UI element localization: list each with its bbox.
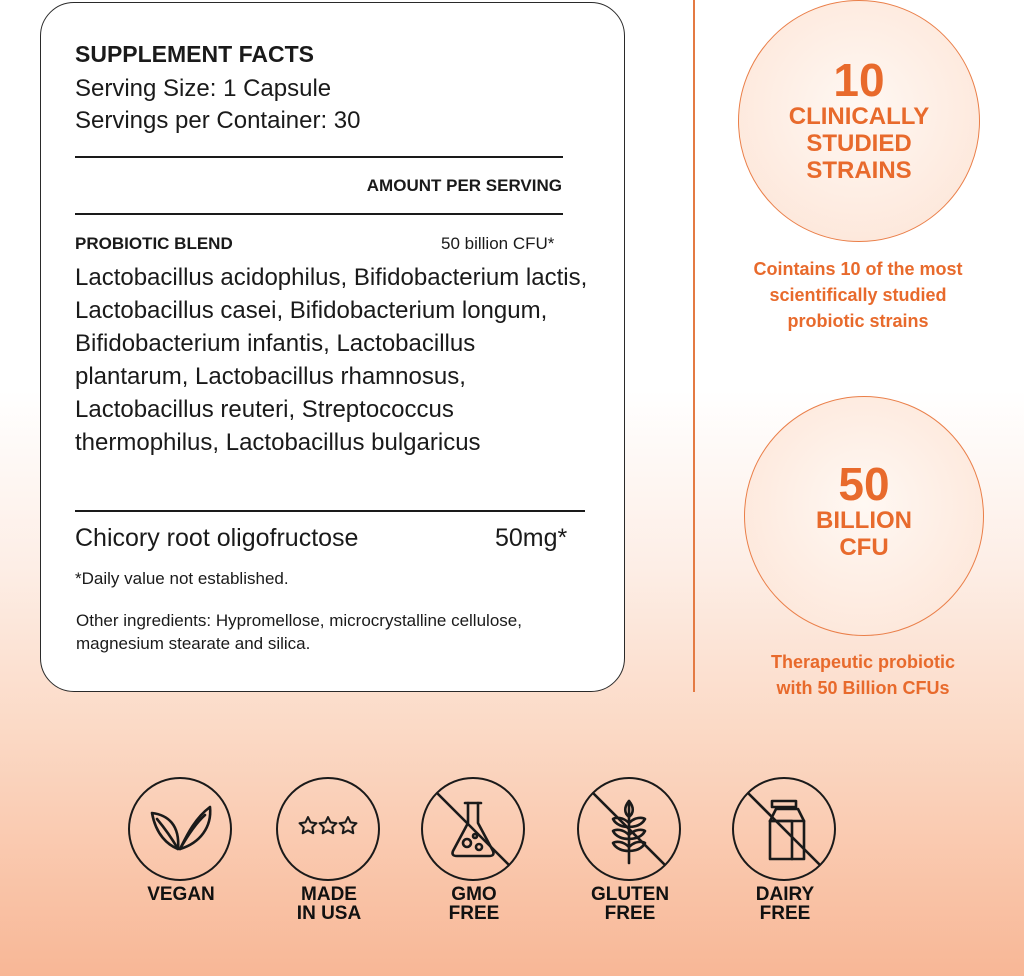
strains-count: 10 — [833, 54, 885, 106]
badge-label: DAIRY FREE — [755, 884, 815, 924]
facts-title: SUPPLEMENT FACTS — [75, 41, 314, 67]
divider — [75, 213, 563, 215]
probiotic-strain-list: Lactobacillus acidophilus, Bifidobacterium lactis, Lactobacillus casei, Bifidobacterium longum, Bifidobacterium infantis, Lactobacillus plantarum, Lactobacillus rhamnosus, Lactobacillus reuteri, Streptococcus thermophilus, Lactobacillus bulgaricus — [75, 264, 588, 456]
stars-icon — [276, 777, 380, 881]
badge-label: GLUTEN FREE — [590, 884, 670, 924]
amount-per-serving-header: AMOUNT PER SERVING — [366, 176, 562, 195]
serving-info — [75, 73, 361, 137]
badge-vegan — [128, 777, 234, 905]
daily-value-footnote: *Daily value not established. — [75, 569, 289, 588]
other-ingredients: Other ingredients: Hypromellose, microcrystalline cellulose, magnesium stearate and silica. — [76, 611, 522, 653]
strains-caption: Cointains 10 of the most scientifically studied probiotic strains — [753, 259, 963, 331]
strains-label: CLINICALLY STUDIED STRAINS — [788, 103, 930, 184]
badge-dairy-free — [732, 777, 838, 924]
chicory-ingredient-amount: 50mg* — [495, 524, 568, 552]
servings-per-container: Servings per Container: 30 — [75, 107, 361, 134]
serving-size: Serving Size: 1 Capsule — [75, 75, 332, 102]
badge-gmo-free — [421, 777, 527, 924]
badge-gluten-free — [577, 777, 683, 924]
badge-made-in-usa — [276, 777, 382, 924]
badge-label: MADE IN USA — [296, 884, 362, 924]
flask-crossed-icon — [421, 777, 525, 881]
cfu-count: 50 — [838, 458, 890, 510]
leaf-icon — [128, 777, 232, 881]
probiotic-blend-amount: 50 billion CFU* — [441, 234, 555, 253]
supplement-facts-panel — [40, 2, 625, 692]
cfu-label: BILLION CFU — [816, 507, 912, 561]
probiotic-blend-name: PROBIOTIC BLEND — [75, 234, 233, 253]
vertical-divider — [693, 0, 695, 692]
divider — [75, 510, 585, 512]
chicory-ingredient-name: Chicory root oligofructose — [75, 524, 359, 552]
badge-label: VEGAN — [147, 884, 215, 905]
divider — [75, 156, 563, 158]
cfu-caption: Therapeutic probiotic with 50 Billion CFUs — [770, 652, 956, 698]
badge-label: GMO FREE — [448, 884, 500, 924]
cfu-highlight-circle — [744, 396, 984, 636]
wheat-crossed-icon — [577, 777, 681, 881]
strains-highlight-circle — [738, 0, 980, 242]
milk-carton-crossed-icon — [732, 777, 836, 881]
